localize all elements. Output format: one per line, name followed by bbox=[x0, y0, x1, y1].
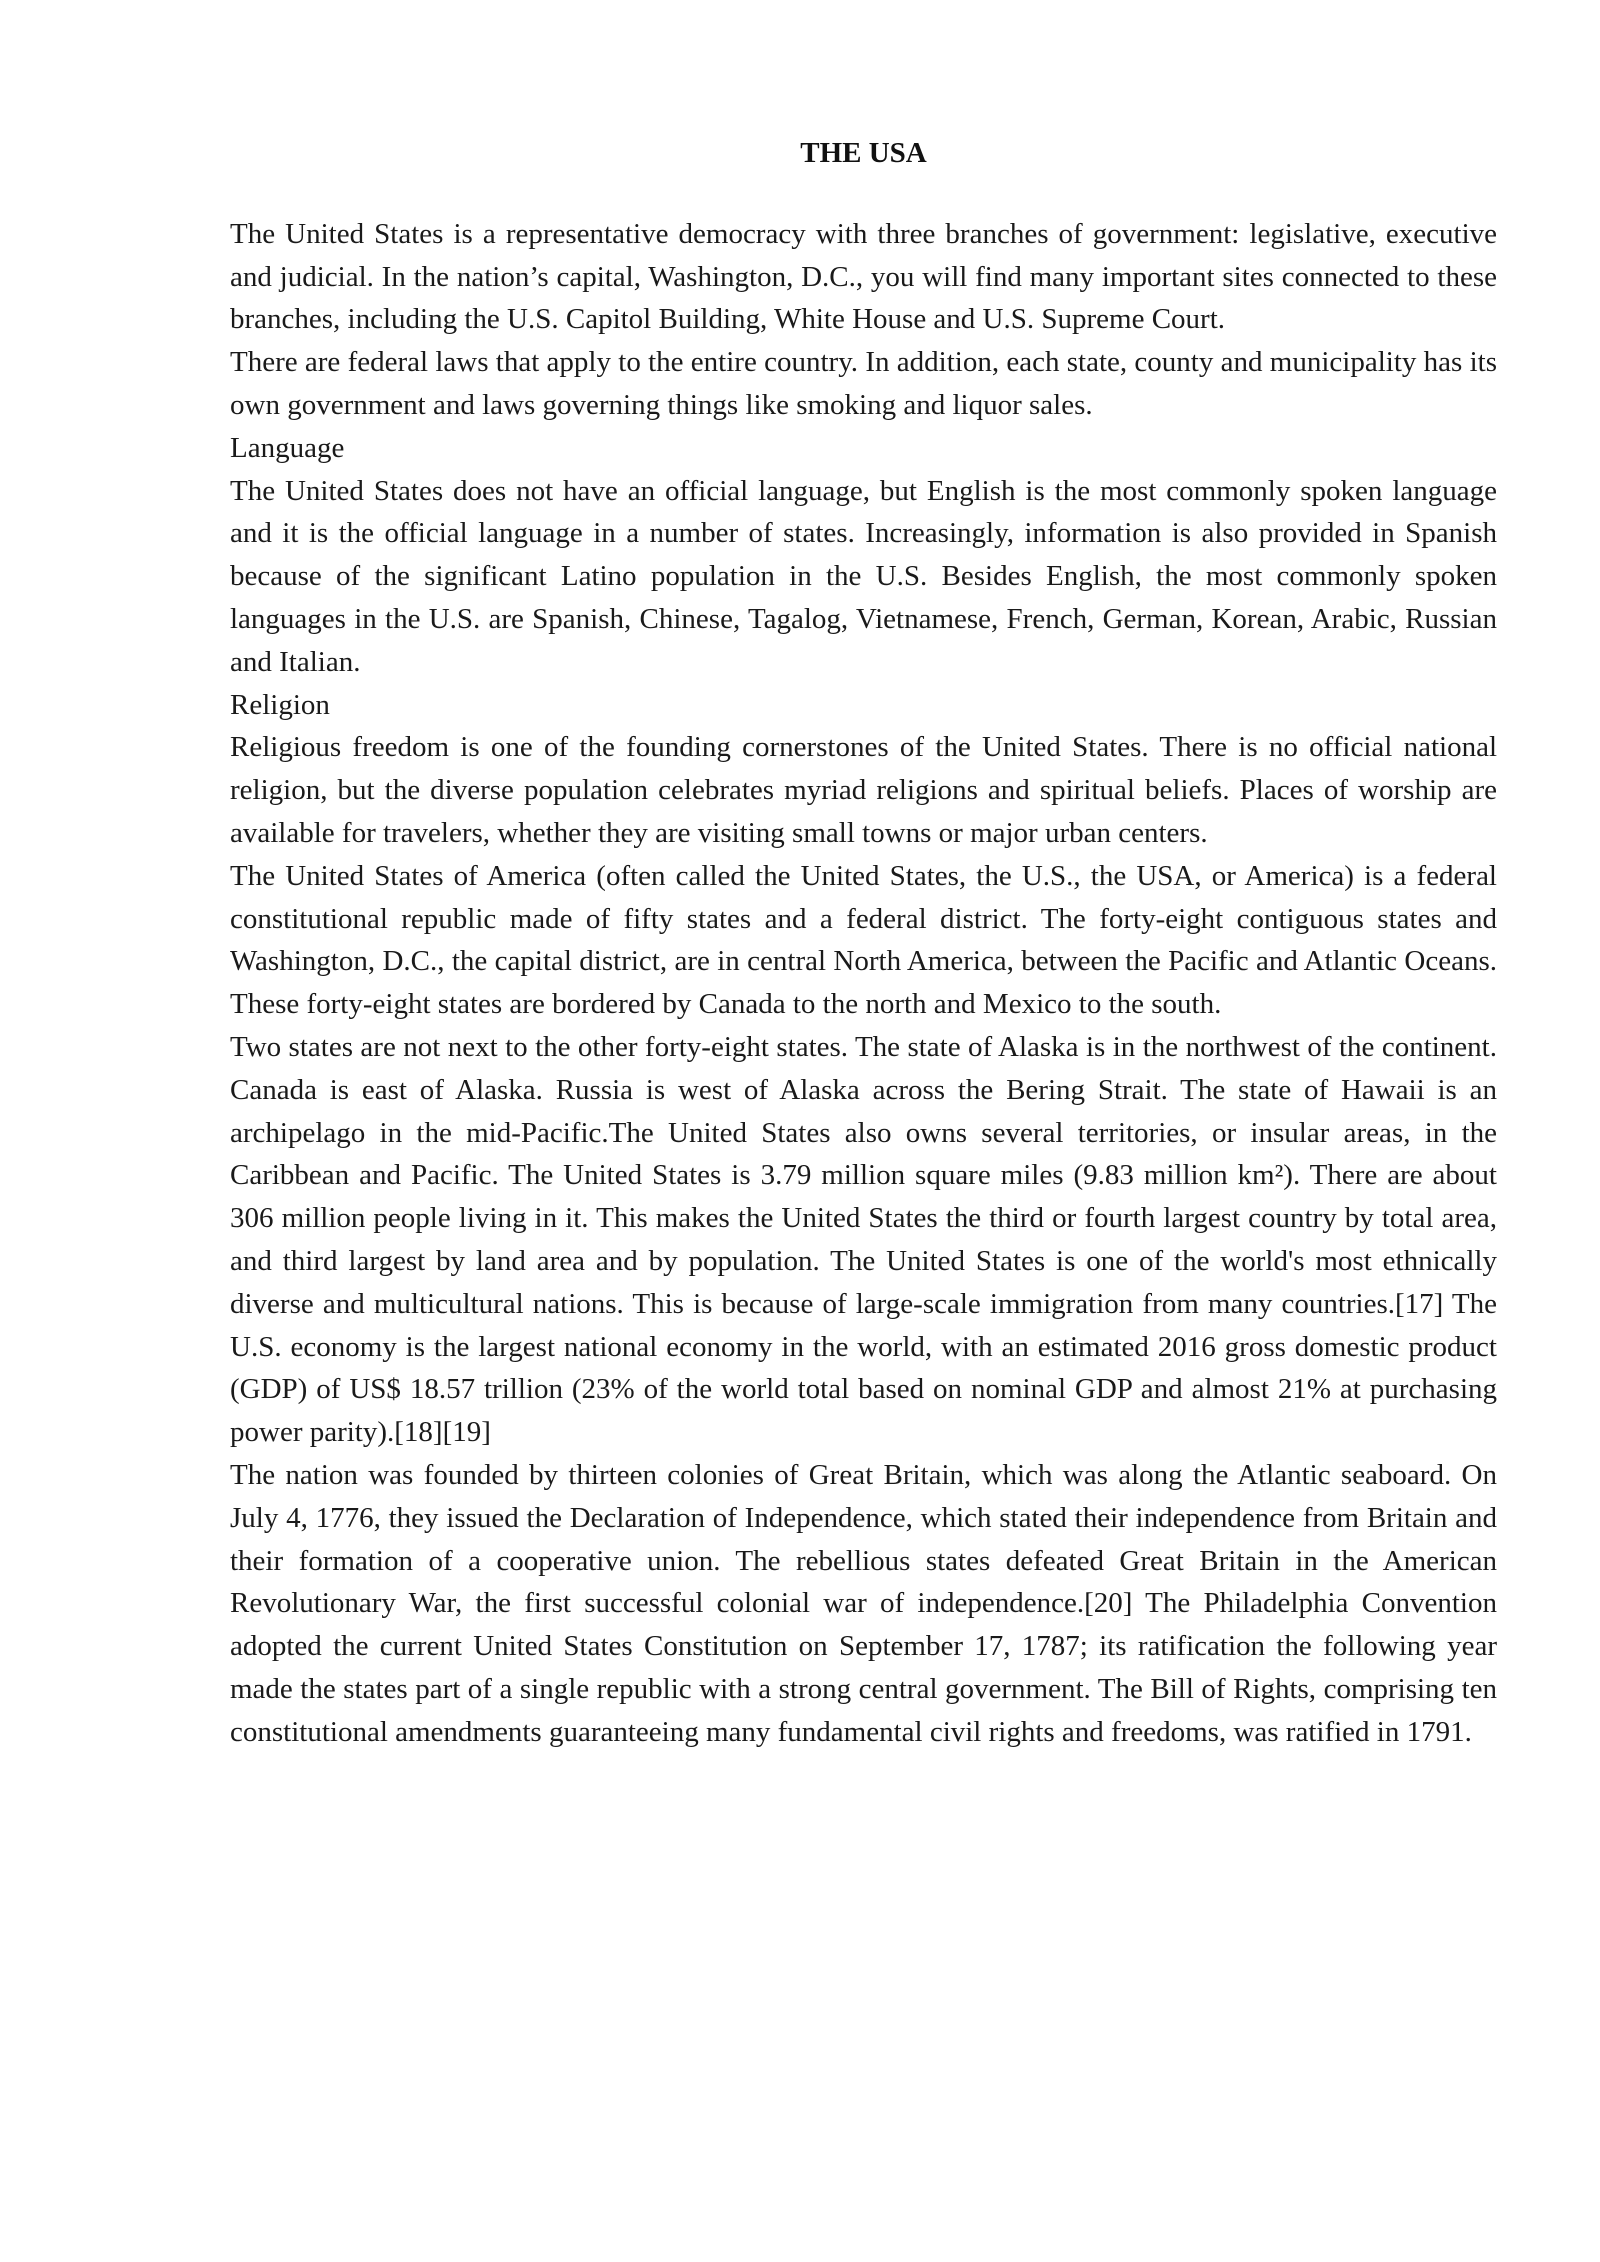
document-title: THE USA bbox=[800, 137, 927, 169]
paragraph-geography-economy: Two states are not next to the other forty-eight states. The state of Alaska is in the northwest of the continent. Canada is east of Alaska. Russia is west of Alaska across the Bering Strait. The state of Hawaii is an archipelago in the mid-Pacific.The United States also owns several territories, or insular areas, in the Caribbean and Pacific. The United States is 3.79 million square miles (9.83 million km²). There are about 306 million people living in it. This makes the United States the third or fourth largest country by total area, and third largest by land area and by population. The United States is one of the world's most ethnically diverse and multicultural nations. This is because of large-scale immigration from many countries.[17] The U.S. economy is the largest national economy in the world, with an estimated 2016 gross domestic product (GDP) of US$ 18.57 trillion (23% of the world total based on nominal GDP and almost 21% at purchasing power parity).[18][19] bbox=[230, 1030, 1497, 1449]
paragraph-religion: Religious freedom is one of the founding cornerstones of the United States. There is no official national religion, but the diverse population celebrates myriad religions and spiritual beliefs. Places of worship are available for travelers, whether they are visiting small towns or major urban centers. bbox=[230, 731, 1497, 849]
paragraph-language: The United States does not have an official language, but English is the most commonly spoken language and it is the official language in a number of states. Increasingly, information is also provided in Spanish because of the significant Latino population in the U.S. Besides English, the most commonly spoken languages in the U.S. are Spanish, Chinese, Tagalog, Vietnamese, French, German, Korean, Arabic, Russian and Italian. bbox=[230, 474, 1497, 678]
paragraph-federal-laws: There are federal laws that apply to the entire country. In addition, each state, county and municipality has its own government and laws governing things like smoking and liquor sales. bbox=[230, 346, 1497, 421]
document-body bbox=[230, 132, 1497, 1753]
paragraph-government: The United States is a representative democracy with three branches of government: legislative, executive and judicial. In the nation’s capital, Washington, D.C., you will find many important sites connected to these branches, including the U.S. Capitol Building, White House and U.S. Supreme Court. bbox=[230, 217, 1497, 336]
paragraph-history: The nation was founded by thirteen colonies of Great Britain, which was along the Atlantic seaboard. On July 4, 1776, they issued the Declaration of Independence, which stated their independence from Britain and their formation of a cooperative union. The rebellious states defeated Great Britain in the American Revolutionary War, the first successful colonial war of independence.[20] The Philadelphia Convention adopted the current United States Constitution on September 17, 1787; its ratification the following year made the states part of a single republic with a strong central government. The Bill of Rights, comprising ten constitutional amendments guaranteeing many fundamental civil rights and freedoms, was ratified in 1791. bbox=[230, 1458, 1497, 1748]
paragraph-overview: The United States of America (often called the United States, the U.S., the USA, or America) is a federal constitutional republic made of fifty states and a federal district. The forty-eight contiguous states and Washington, D.C., the capital district, are in central North America, between the Pacific and Atlantic Oceans. These forty-eight states are bordered by Canada to the north and Mexico to the south. bbox=[230, 859, 1497, 1021]
section-heading-language: Language bbox=[230, 431, 345, 464]
section-heading-religion: Religion bbox=[230, 688, 330, 721]
